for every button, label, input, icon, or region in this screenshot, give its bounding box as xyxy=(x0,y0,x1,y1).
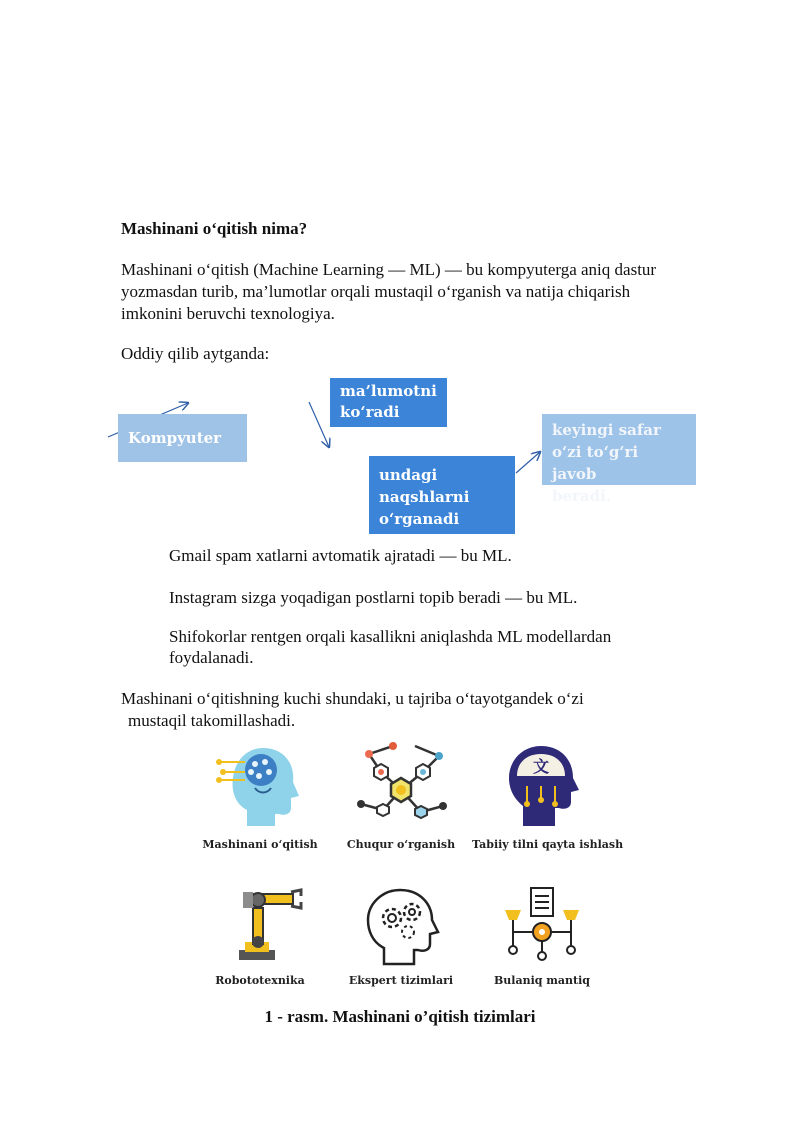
diagram-box-patterns-line3: o‘rganadi xyxy=(379,510,460,528)
ai-head-icon xyxy=(215,740,305,830)
robot-arm-icon xyxy=(215,886,305,966)
neural-network-icon xyxy=(353,740,449,830)
figure-label: Ekspert tizimlari xyxy=(348,974,454,987)
figure-item-nlp xyxy=(472,740,624,851)
figure-item-fuzzy xyxy=(472,886,612,987)
diagram-box-data xyxy=(330,378,447,427)
figure-label: Tabiiy tilni qayta ishlash xyxy=(472,838,624,851)
diagram-box-next xyxy=(542,414,696,505)
figure-label: Robototexnika xyxy=(215,974,305,987)
diagram-box-patterns xyxy=(369,456,515,534)
simply-paragraph: Oddiy qilib aytganda: xyxy=(121,344,270,363)
intro-paragraph: Mashinani o‘qitish (Machine Learning — ML) — bu kompyuterga aniq dastur yozmasdan turib, ma’lumotlar orqali mustaqil o‘rganish va natija chiqarish imkonini beruvchi texnologiya. xyxy=(121,260,657,323)
conclusion-line-2: mustaqil takomillashadi. xyxy=(128,711,296,730)
section-heading: Mashinani o‘qitish nima? xyxy=(121,219,308,238)
fuzzy-logic-icon xyxy=(497,886,587,966)
figure-item-ml xyxy=(190,740,330,851)
example-item: Shifokorlar rentgen orqali kasallikni aniqlashda ML modellardan foydalanadi. xyxy=(169,627,612,667)
diagram-box-computer xyxy=(118,414,247,462)
conclusion-line-1: Mashinani o‘qitishning kuchi shundaki, u tajriba o‘tayotgandek o‘zi xyxy=(121,689,584,708)
diagram-box-data-line2: ko‘radi xyxy=(340,403,400,421)
arrow-patterns xyxy=(516,452,540,473)
diagram-box-patterns-line1: undagi xyxy=(379,466,438,484)
brain-gears-icon xyxy=(356,886,446,966)
ml-systems-figure xyxy=(190,740,624,995)
diagram-box-next-line2: o‘zi to‘g‘ri javob xyxy=(552,443,639,483)
figure-label: Mashinani o‘qitish xyxy=(202,838,318,851)
figure-label: Chuqur o‘rganish xyxy=(346,838,456,851)
language-head-icon xyxy=(497,740,587,830)
figure-item-dl xyxy=(331,740,471,851)
example-item: Instagram sizga yoqadigan postlarni topib beradi — bu ML. xyxy=(169,588,578,607)
svg-text:文: 文 xyxy=(532,757,550,776)
diagram-box-next-line3: beradi. xyxy=(552,487,612,505)
example-item: Gmail spam xatlarni avtomatik ajratadi — bu ML. xyxy=(169,546,512,565)
figure-item-robotics xyxy=(190,886,330,987)
conclusion-paragraph xyxy=(121,688,681,732)
figure-item-expert xyxy=(331,886,471,987)
diagram-box-data-line1: ma’lumotni xyxy=(340,382,437,400)
figure-caption: 1 - rasm. Mashinani o’qitish tizimlari xyxy=(264,1007,536,1026)
arrow-data xyxy=(309,402,329,447)
diagram-box-next-line1: keyingi safar xyxy=(552,421,661,439)
diagram-box-patterns-line2: naqshlarni xyxy=(379,488,470,506)
figure-label: Bulaniq mantiq xyxy=(493,974,590,987)
diagram-box-computer-text: Kompyuter xyxy=(128,429,222,447)
